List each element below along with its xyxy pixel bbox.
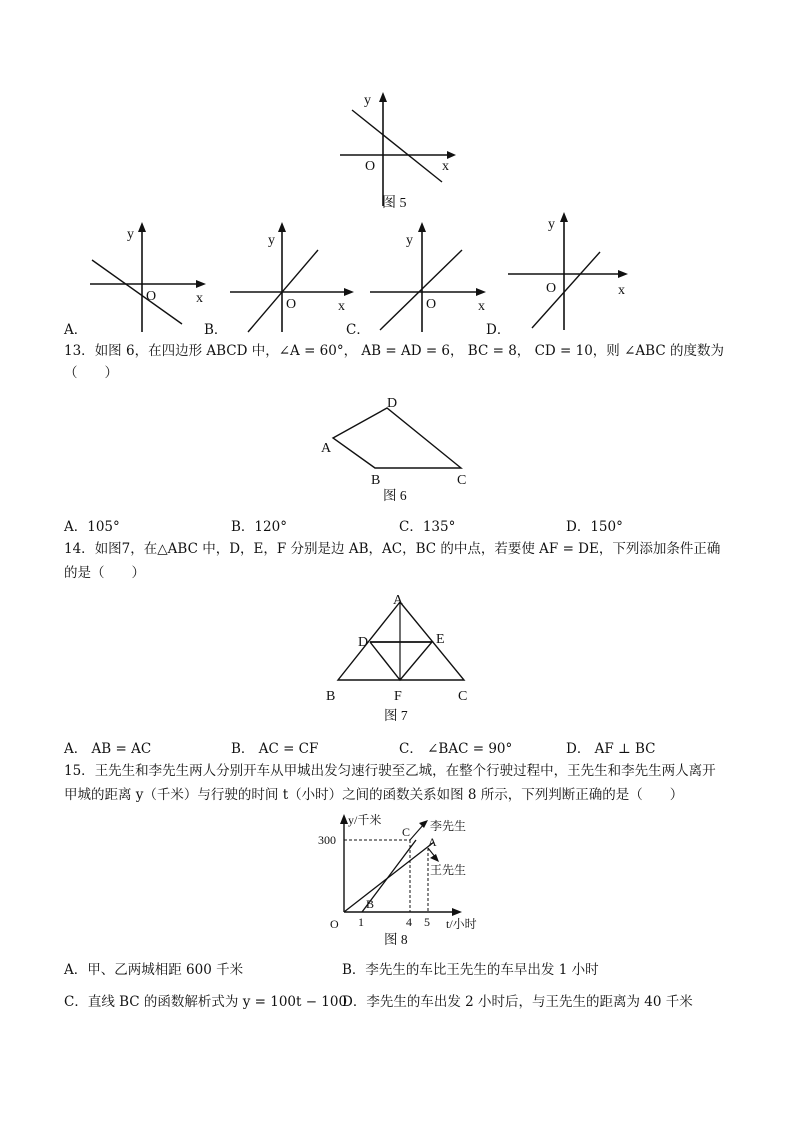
option-b-label: B．	[204, 322, 228, 338]
figure-8	[318, 808, 498, 953]
q13-option-b: B．120°	[231, 519, 287, 535]
q15-stem	[64, 760, 716, 782]
graph-a-origin: O	[146, 289, 157, 304]
fig7-label-c: C	[458, 689, 468, 704]
fig6-label-b: B	[371, 473, 381, 488]
fig8-point-a: A	[428, 835, 437, 849]
q14-option-b: B． AC = CF	[231, 741, 319, 757]
graph-d-y-label: y	[548, 217, 555, 232]
q14-number: 14．	[64, 541, 95, 557]
fig7-label-a: A	[393, 593, 404, 608]
graph-d-x-label: x	[618, 283, 625, 298]
fig7-label-b: B	[326, 689, 336, 704]
q13-text-line2: （ ）	[64, 365, 118, 381]
fig8-series-wang-label: 王先生	[430, 863, 467, 877]
fig7-label-d: D	[358, 635, 369, 650]
fig5-y-arrow-icon	[379, 92, 387, 102]
graph-b-y-label: y	[268, 233, 275, 248]
q14-option-a: A． AB = AC	[64, 741, 152, 757]
fig7-midline-triangle	[370, 642, 432, 680]
fig5-caption: 图 5	[382, 196, 407, 211]
graph-c-line	[380, 250, 462, 330]
q15-option-c: C．直线 BC 的函数解析式为 y = 100t − 100	[64, 994, 348, 1010]
graph-b-origin: O	[286, 297, 297, 312]
q15-option-d: D．李先生的车出发 2 小时后，与王先生的距离为 40 千米	[342, 994, 693, 1010]
graph-d-x-arrow-icon	[618, 270, 628, 278]
fig8-x-tick-1: 1	[358, 915, 364, 929]
q15-number: 15．	[64, 763, 95, 779]
q13-stem	[64, 340, 724, 362]
fig5-x-label: x	[442, 159, 449, 174]
option-graph-c	[362, 218, 502, 336]
option-a-label: A．	[64, 322, 88, 338]
graph-c-y-arrow-icon	[418, 222, 426, 232]
graph-c-y-label: y	[406, 233, 413, 248]
q14-stem	[64, 538, 720, 560]
q13-option-d: D．150°	[566, 519, 623, 535]
fig6-label-a: A	[321, 441, 332, 456]
fig7-caption: 图 7	[384, 708, 408, 723]
fig8-point-b: B	[366, 897, 375, 911]
q13-option-a: A．105°	[64, 519, 120, 535]
fig5-y-label: y	[364, 93, 371, 108]
figure-6	[315, 392, 480, 507]
q15-option-b: B．李先生的车比王先生的车早出发 1 小时	[342, 962, 599, 978]
fig8-wang-pointer-arrow-icon	[430, 854, 439, 862]
option-graph-a	[80, 218, 220, 336]
fig7-label-e: E	[436, 632, 445, 647]
graph-b-x-label: x	[338, 299, 345, 314]
fig8-x-arrow-icon	[452, 908, 462, 916]
fig6-label-d: D	[387, 396, 398, 411]
fig7-triangle	[338, 602, 464, 680]
option-c-label: C．	[346, 322, 370, 338]
graph-a-y-arrow-icon	[138, 222, 146, 232]
graph-d-line	[532, 252, 600, 328]
graph-b-x-arrow-icon	[344, 288, 354, 296]
graph-a-y-label: y	[127, 227, 134, 242]
fig8-x-tick-5: 5	[424, 915, 430, 929]
fig8-li-pointer-arrow-icon	[419, 820, 428, 828]
fig5-origin: O	[365, 159, 376, 174]
option-graph-b	[222, 218, 362, 336]
q13-number: 13．	[64, 343, 95, 359]
fig8-series-li-label: 李先生	[430, 819, 467, 833]
graph-d-y-arrow-icon	[560, 212, 568, 222]
graph-c-x-arrow-icon	[476, 288, 486, 296]
q14-text-line1: 如图7，在△ABC 中，D，E，F 分别是边 AB，AC，BC 的中点，若要使 AF = DE，下列添加条件正确	[94, 541, 721, 557]
fig8-li-pointer	[410, 824, 424, 840]
graph-d-origin: O	[546, 281, 557, 296]
fig6-label-c: C	[457, 473, 467, 488]
fig8-x-label: t/小时	[446, 917, 477, 931]
fig8-x-tick-4: 4	[406, 915, 412, 929]
figure-5	[330, 88, 470, 213]
graph-c-x-label: x	[478, 299, 485, 314]
option-d-label: D．	[486, 322, 511, 338]
q15-text-line1: 王先生和李先生两人分别开车从甲城出发匀速行驶至乙城，在整个行驶过程中，王先生和李先生两人离开	[94, 763, 716, 779]
fig8-y-arrow-icon	[340, 814, 348, 824]
q15-option-a: A．甲、乙两城相距 600 千米	[64, 962, 244, 978]
fig8-caption: 图 8	[384, 932, 408, 947]
fig8-y-tick-300: 300	[318, 833, 336, 847]
q14-option-d: D． AF ⊥ BC	[566, 741, 656, 757]
graph-a-x-arrow-icon	[196, 280, 206, 288]
fig8-y-label: y/千米	[348, 813, 382, 827]
fig8-origin: O	[330, 917, 339, 931]
fig7-label-f: F	[394, 689, 402, 704]
figure-7	[318, 590, 483, 725]
q15-text-line2: 甲城的距离 y（千米）与行驶的时间 t（小时）之间的函数关系如图 8 所示，下列判断正确的是（ ）	[64, 787, 684, 803]
fig6-caption: 图 6	[383, 488, 407, 503]
q13-option-c: C．135°	[399, 519, 456, 535]
fig8-point-c: C	[402, 825, 411, 839]
q13-text-line1: 如图 6，在四边形 ABCD 中，∠A = 60°， AB = AD = 6， BC = 8， CD = 10，则 ∠ABC 的度数为	[94, 343, 724, 359]
q14-text-line2: 的是（ ）	[64, 565, 145, 581]
option-graph-d	[500, 208, 640, 336]
graph-a-line	[92, 260, 182, 324]
q14-option-c: C． ∠BAC = 90°	[399, 741, 513, 757]
graph-b-line	[248, 250, 318, 332]
fig6-quadrilateral	[333, 408, 461, 468]
graph-b-y-arrow-icon	[278, 222, 286, 232]
graph-a-x-label: x	[196, 291, 203, 306]
fig5-x-arrow-icon	[447, 151, 456, 159]
graph-c-origin: O	[426, 297, 437, 312]
